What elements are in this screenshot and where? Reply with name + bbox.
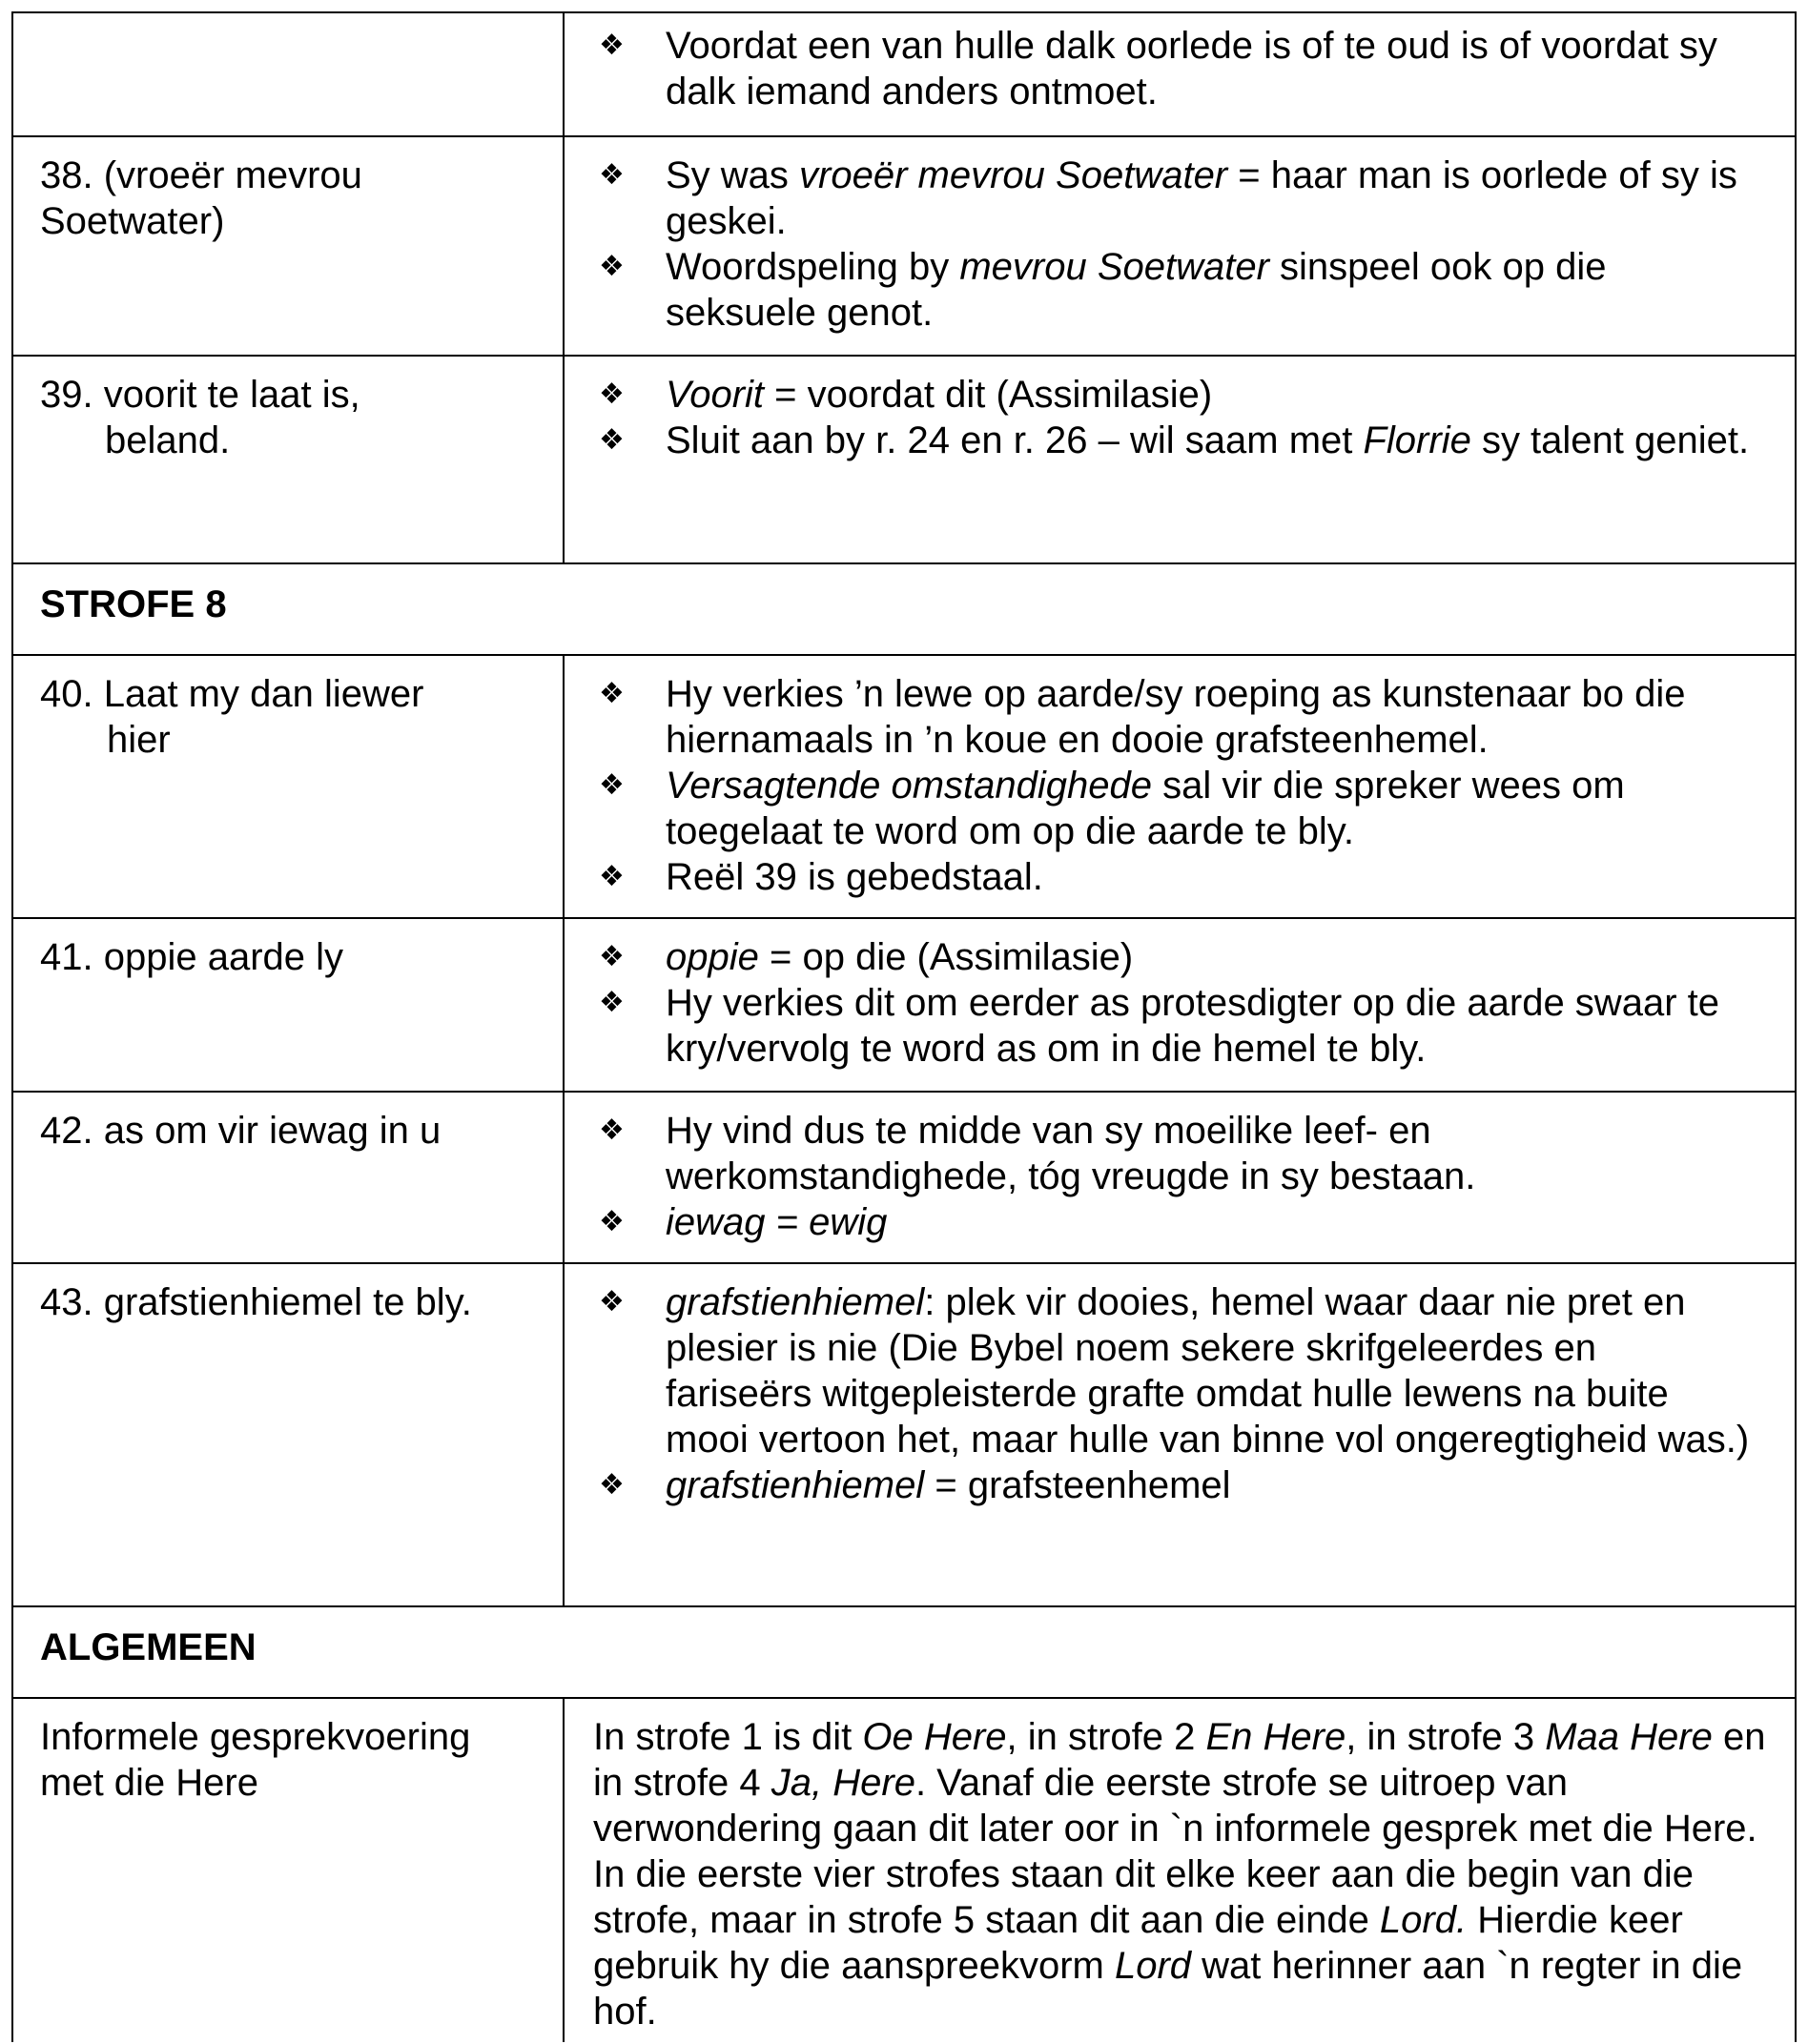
bullet-icon: ❖	[599, 860, 625, 893]
bullet-icon: ❖	[599, 250, 625, 283]
table-row	[11, 355, 1797, 562]
list-item: ❖ Versagtende omstandighede sal vir die spreker wees om toegelaat te word om op die aarde te bly.	[599, 765, 1625, 852]
table-row	[11, 1091, 1797, 1262]
table-row	[11, 1697, 1797, 2042]
bullet-icon: ❖	[599, 677, 625, 710]
list-item: ❖ iewag = ewig	[599, 1201, 888, 1243]
list-item: ❖ Reël 39 is gebedstaal.	[599, 856, 1043, 898]
term-text: 38. (vroeër mevrou Soetwater)	[40, 154, 362, 242]
section-title: ALGEMEEN	[40, 1626, 257, 1668]
table-row	[11, 917, 1797, 1091]
bullet-icon: ❖	[599, 158, 625, 192]
term-text: 43. grafstienhiemel te bly.	[40, 1281, 472, 1323]
term-cell	[13, 1699, 565, 2042]
list-item: ❖ Hy verkies ’n lewe op aarde/sy roeping as kunstenaar bo die hiernamaals in ’n koue en dooie grafsteenhemel.	[599, 673, 1686, 761]
paragraph: In strofe 1 is dit Oe Here, in strofe 2 En Here, in strofe 3 Maa Here en in strofe 4 Ja, Here. Vanaf die eerste strofe se uitroep van verwondering gaan dit later oor in `n informele gesprek met die Here. In die eerste vier strofes staan dit elke keer aan die begin van die strofe, maar in strofe 5 staan dit aan die einde Lord. Hierdie keer gebruik hy die aanspreekvorm Lord wat herinner aan `n regter in die hof.	[593, 1716, 1766, 2033]
list-item: ❖ Sy was vroeër mevrou Soetwater = haar man is oorlede of sy is geskei.	[599, 154, 1737, 242]
list-item: ❖ grafstienhiemel: plek vir dooies, hemel waar daar nie pret en plesier is nie (Die Bybel noem sekere skrifgeleerdes en fariseërs witgepleisterde grafte omdat hulle lewens na buite mooi vertoon het, maar hulle van binne vol ongeregtigheid was.)	[599, 1281, 1750, 1461]
term-cell	[13, 1093, 565, 1262]
list-item: ❖ Voorit = voordat dit (Assimilasie)	[599, 374, 1213, 416]
list-item: ❖ oppie = op die (Assimilasie)	[599, 936, 1134, 978]
term-text: 39. voorit te laat is, beland.	[40, 374, 360, 461]
section-header	[11, 1605, 1797, 1697]
bullet-icon: ❖	[599, 1114, 625, 1147]
notes-cell	[566, 1093, 1795, 1262]
term-cell	[13, 13, 565, 135]
list-item: ❖ Hy vind dus te midde van sy moeilike leef- en werkomstandighede, tóg vreugde in sy bestaan.	[599, 1110, 1476, 1197]
table-row	[11, 135, 1797, 355]
list-item: ❖ Voordat een van hulle dalk oorlede is of te oud is of voordat sy dalk iemand anders ontmoet.	[599, 25, 1717, 112]
term-text: 41. oppie aarde ly	[40, 936, 344, 978]
term-cell	[13, 919, 565, 1091]
section-title: STROFE 8	[40, 583, 227, 625]
bullet-icon: ❖	[599, 29, 625, 62]
bullet-icon: ❖	[599, 1468, 625, 1502]
list-item: ❖ Woordspeling by mevrou Soetwater sinspeel ook op die seksuele genot.	[599, 246, 1607, 334]
notes-cell	[566, 13, 1795, 135]
term-cell	[13, 137, 565, 355]
table-row	[11, 11, 1797, 135]
notes-cell	[566, 137, 1795, 355]
section-header	[11, 562, 1797, 654]
notes-cell	[566, 919, 1795, 1091]
list-item: ❖ Sluit aan by r. 24 en r. 26 – wil saam met Florrie sy talent geniet.	[599, 419, 1750, 461]
bullet-icon: ❖	[599, 1205, 625, 1238]
list-item: ❖ Hy verkies dit om eerder as protesdigter op die aarde swaar te kry/vervolg te word as om in die hemel te bly.	[599, 982, 1719, 1070]
term-cell	[13, 656, 565, 917]
bullet-icon: ❖	[599, 940, 625, 973]
term-text: 42. as om vir iewag in u	[40, 1110, 442, 1152]
bullet-icon: ❖	[599, 768, 625, 802]
table-row	[11, 1262, 1797, 1605]
term-cell	[13, 357, 565, 562]
bullet-icon: ❖	[599, 1285, 625, 1318]
bullet-icon: ❖	[599, 986, 625, 1019]
term-cell	[13, 1264, 565, 1605]
term-text: Informele gesprekvoering met die Here	[40, 1716, 471, 1804]
notes-cell	[566, 1699, 1795, 2042]
bullet-icon: ❖	[599, 378, 625, 411]
table-row	[11, 654, 1797, 917]
notes-table	[11, 11, 1797, 2042]
notes-cell	[566, 656, 1795, 917]
bullet-icon: ❖	[599, 423, 625, 457]
notes-cell	[566, 1264, 1795, 1605]
list-item: ❖ grafstienhiemel = grafsteenhemel	[599, 1464, 1231, 1506]
notes-cell	[566, 357, 1795, 562]
term-text: 40. Laat my dan liewer hier	[40, 673, 424, 761]
